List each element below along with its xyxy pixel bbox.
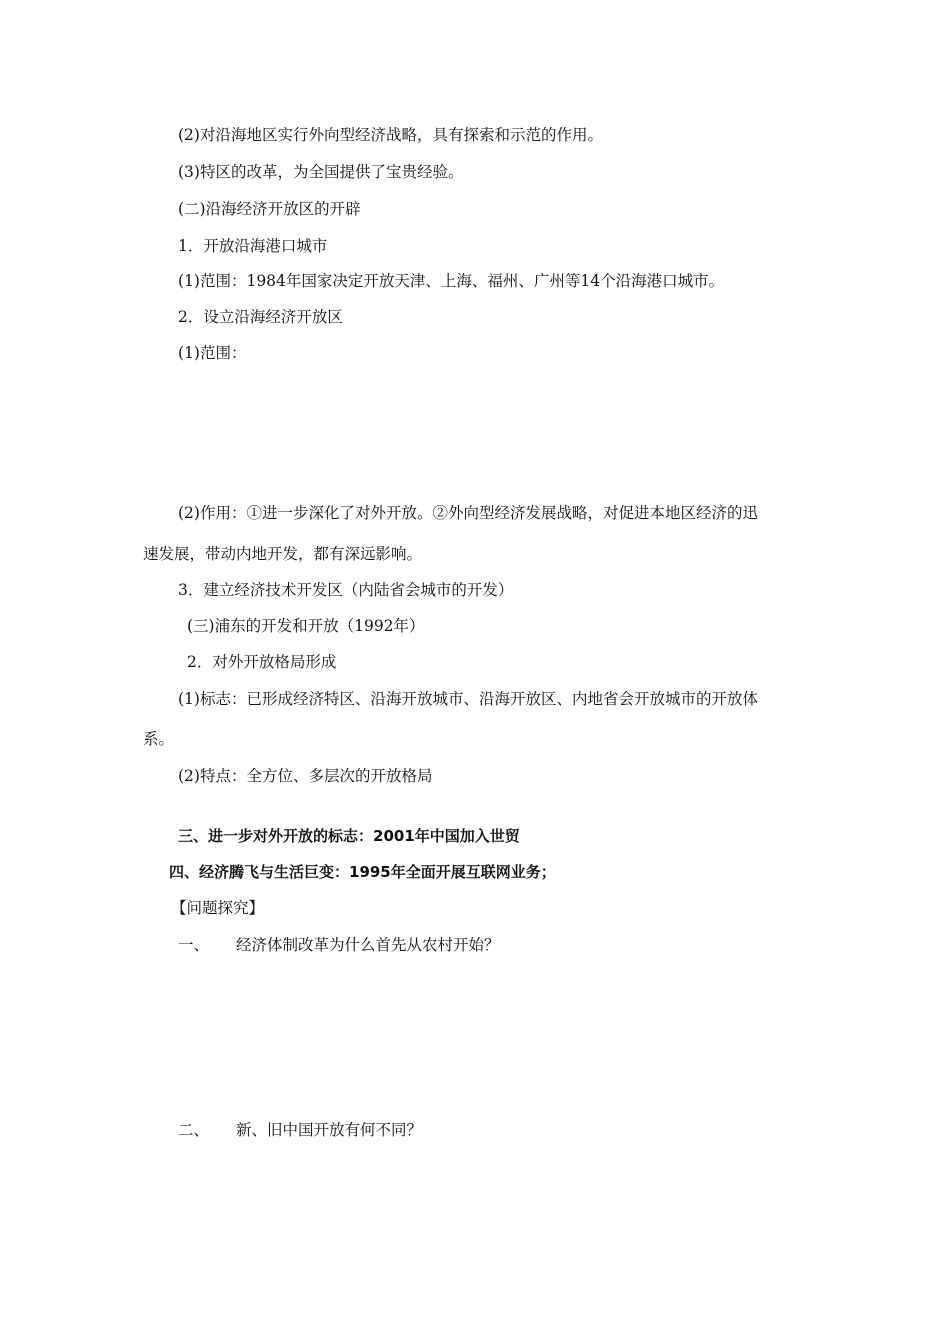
inquiry-title: 【问题探究】 bbox=[171, 899, 265, 917]
section-heading-3: 三、进一步对外开放的标志：2001年中国加入世贸 bbox=[178, 827, 520, 845]
paragraph-line: (1)范围： bbox=[178, 344, 247, 362]
subsection-heading: 3．建立经济技术开发区（内陆省会城市的开发） bbox=[178, 581, 514, 599]
paragraph-line: 系。 bbox=[143, 730, 175, 748]
paragraph-line: (3)特区的改革，为全国提供了宝贵经验。 bbox=[178, 163, 464, 181]
question-number: 二、 bbox=[178, 1121, 210, 1139]
question-1 bbox=[178, 935, 500, 955]
paragraph-line: (2)特点：全方位、多层次的开放格局 bbox=[178, 767, 433, 785]
paragraph-line: (1)标志：已形成经济特区、沿海开放城市、沿海开放区、内地省会开放城市的开放体 bbox=[178, 690, 758, 708]
question-number: 一、 bbox=[178, 936, 210, 954]
question-2 bbox=[178, 1120, 422, 1140]
question-text: 经济体制改革为什么首先从农村开始？ bbox=[236, 936, 500, 954]
section-heading: (二)沿海经济开放区的开辟 bbox=[178, 200, 361, 218]
paragraph-line: (2)对沿海地区实行外向型经济战略，具有探索和示范的作用。 bbox=[178, 126, 603, 144]
question-text: 新、旧中国开放有何不同？ bbox=[236, 1121, 423, 1139]
paragraph-line: (1)范围：1984年国家决定开放天津、上海、福州、广州等14个沿海港口城市。 bbox=[178, 272, 725, 290]
paragraph-line: 速发展，带动内地开发，都有深远影响。 bbox=[143, 545, 423, 563]
subsection-heading: 2．设立沿海经济开放区 bbox=[178, 308, 343, 326]
paragraph-line: (2)作用：①进一步深化了对外开放。②外向型经济发展战略，对促进本地区经济的迅 bbox=[178, 504, 758, 522]
section-heading-4: 四、经济腾飞与生活巨变：1995年全面开展互联网业务； bbox=[169, 863, 556, 881]
subsection-heading: 1．开放沿海港口城市 bbox=[178, 237, 328, 255]
section-heading: (三)浦东的开发和开放（1992年） bbox=[187, 617, 425, 635]
subsection-heading: 2．对外开放格局形成 bbox=[187, 653, 337, 671]
